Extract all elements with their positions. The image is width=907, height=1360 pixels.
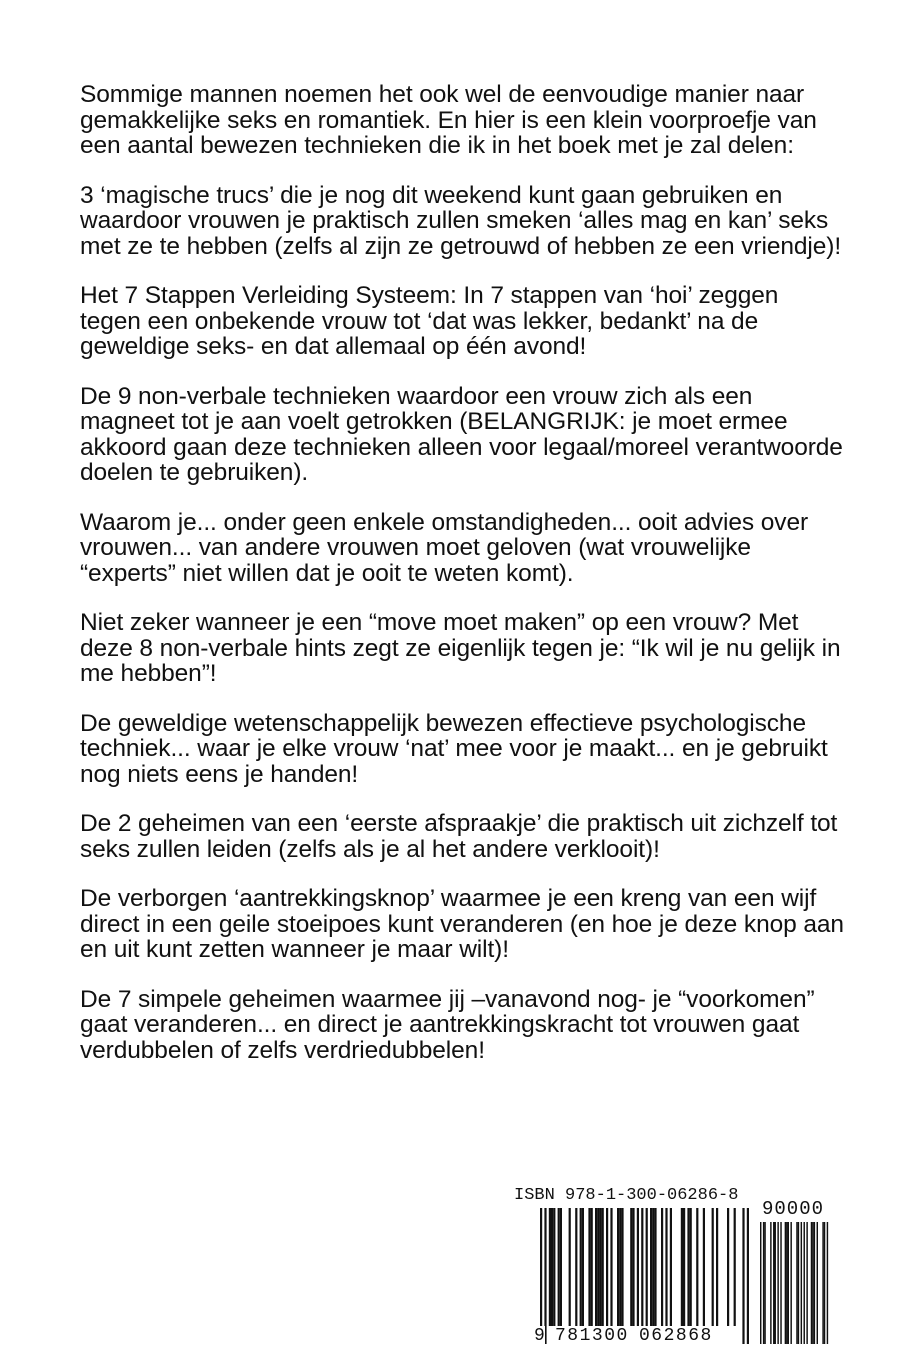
barcode-bar — [610, 1208, 612, 1326]
barcode-addon-bar — [822, 1222, 823, 1344]
barcode-addon-bar — [812, 1222, 813, 1344]
back-cover-text — [80, 82, 845, 1087]
barcode-bar — [619, 1208, 621, 1326]
barcode-addon-bar — [770, 1222, 771, 1344]
barcode-addon-bar — [773, 1222, 774, 1344]
barcode-addon-bar — [804, 1222, 805, 1344]
barcode-bar — [630, 1208, 632, 1326]
barcode-bar — [670, 1208, 672, 1326]
barcode-bar — [549, 1208, 551, 1326]
barcode-bar — [652, 1208, 654, 1326]
barcode-bar — [747, 1208, 749, 1344]
barcode-addon-bar — [788, 1222, 789, 1344]
bullet-paragraph: Niet zeker wanneer je een “move moet maken” op een vrouw? Met deze 8 non-verbale hints zegt ze eigenlijk tegen je: “Ik wil je nu gelijk in me hebben”! — [80, 609, 841, 687]
barcode-bar — [595, 1208, 597, 1326]
barcode-bar — [551, 1208, 553, 1326]
barcode-bar — [703, 1208, 705, 1326]
barcode-bar — [560, 1208, 562, 1326]
barcode-bar — [558, 1208, 560, 1326]
bullet-paragraph: De verborgen ‘aantrekkingsknop’ waarmee je een kreng van een wijf direct in een geile stoeipoes kunt veranderen (en hoe je deze knop aan en uit kunt zetten wanneer je maar wilt)! — [80, 885, 844, 963]
intro-paragraph: Sommige mannen noemen het ook wel de eenvoudige manier naar gemakkelijke seks en romantiek. En hier is een klein voorproefje van een aantal bewezen technieken die ik in het boek met je zal delen: — [80, 81, 817, 159]
barcode-bar — [661, 1208, 663, 1326]
bullet-paragraph: 3 ‘magische trucs’ die je nog dit weekend kunt gaan gebruiken en waardoor vrouwen je praktisch zullen smeken ‘alles mag en kan’ seks met ze te hebben (zelfs al zijn ze getrouwd of hebben ze een vriendje)! — [80, 181, 842, 260]
barcode-addon-bar — [785, 1222, 786, 1344]
barcode-bar — [716, 1208, 718, 1326]
barcode-bar — [646, 1208, 648, 1344]
barcode-addon-bar — [811, 1222, 812, 1344]
barcode-addon-bar — [775, 1222, 776, 1344]
bullet-paragraph: De 9 non-verbale technieken waardoor een vrouw zich als een magneet tot je aan voelt getrokken (BELANGRIJK: je moet ermee akkoord gaan deze technieken alleen voor legaal/moreel verantwoorde doelen te gebruiken). — [80, 382, 843, 486]
barcode-addon-digits: 90000 — [762, 1198, 825, 1220]
barcode-addon-bar — [786, 1222, 787, 1344]
barcode-bar — [569, 1208, 571, 1326]
barcode-addon-bar — [814, 1222, 815, 1344]
barcode-addon-bar — [801, 1222, 802, 1344]
bullet-paragraph: Waarom je... onder geen enkele omstandigheden... ooit advies over vrouwen... van andere vrouwen moet geloven (wat vrouwelijke “experts” niet willen dat je ooit te weten komt). — [80, 508, 809, 587]
barcode-bar — [683, 1208, 685, 1326]
barcode-addon-bar — [760, 1222, 761, 1344]
barcode-addon-bar — [777, 1222, 778, 1344]
barcode-bar — [712, 1208, 714, 1326]
barcode-addon-bar — [827, 1222, 828, 1344]
barcode-bar — [553, 1208, 555, 1326]
barcode-right-digits: 062868 — [639, 1326, 713, 1346]
barcode-bar — [665, 1208, 667, 1326]
barcode-bar — [597, 1208, 599, 1326]
barcode-bar — [690, 1208, 692, 1326]
bullet-paragraph: De 2 geheimen van een ‘eerste afspraakje’ die praktisch uit zichzelf tot seks zullen leiden (zelfs als je al het andere verklooit)! — [80, 810, 838, 863]
barcode-bar — [602, 1208, 604, 1326]
barcode-bar — [582, 1208, 584, 1326]
barcode-lead-digit: 9 — [534, 1326, 545, 1346]
barcode-bar — [654, 1208, 656, 1326]
barcode-bar — [687, 1208, 689, 1326]
barcode-left-digits: 781300 — [555, 1326, 629, 1346]
barcode-addon-bar — [798, 1222, 799, 1344]
barcode-bar — [575, 1208, 577, 1326]
barcode-addon-bar — [763, 1222, 764, 1344]
barcode-addon-bar — [790, 1222, 791, 1344]
barcode-bar — [544, 1208, 546, 1344]
barcode-bar — [734, 1208, 736, 1326]
barcode-addon-bar — [806, 1222, 807, 1344]
isbn-label: ISBN 978-1-300-06286-8 — [514, 1186, 739, 1205]
barcode-bar — [696, 1208, 698, 1326]
barcode-addon-bar — [780, 1222, 781, 1344]
barcode-bar — [606, 1208, 608, 1326]
barcode-addon-bar — [824, 1222, 825, 1344]
barcode-bar — [632, 1208, 634, 1326]
barcode-addon-bar — [764, 1222, 765, 1344]
bullet-paragraph: De geweldige wetenschappelijk bewezen effectieve psychologische techniek... waar je elke vrouw ‘nat’ mee voor je maakt... en je gebruikt nog niets eens je handen! — [80, 709, 828, 788]
barcode-addon-bar — [796, 1222, 797, 1344]
bullet-paragraph: De 7 simpele geheimen waarmee jij –vanavond nog- je “voorkomen” gaat veranderen... en direct je aantrekkingskracht tot vrouwen gaat verdubbelen of zelfs verdriedubbelen! — [80, 985, 815, 1064]
barcode-bar — [621, 1208, 623, 1326]
barcode-bar — [540, 1208, 542, 1344]
barcode-bar — [681, 1208, 683, 1326]
barcode-bar — [641, 1208, 643, 1344]
isbn-barcode — [514, 1186, 834, 1346]
bullet-paragraph: Het 7 Stappen Verleiding Systeem: In 7 stappen van ‘hoi’ zeggen tegen een onbekende vrouw tot ‘dat was lekker, bedankt’ na de geweldige seks- en dat allemaal op één avond! — [80, 282, 779, 360]
barcode-bar — [591, 1208, 593, 1326]
barcode-bar — [580, 1208, 582, 1326]
barcode-bar — [588, 1208, 590, 1326]
barcode-bar — [599, 1208, 601, 1326]
barcode-bar — [742, 1208, 744, 1344]
barcode-addon-bar — [817, 1222, 818, 1344]
barcode-bar — [617, 1208, 619, 1326]
barcode-bar — [650, 1208, 652, 1326]
barcode-bar — [727, 1208, 729, 1326]
barcode-bar — [637, 1208, 639, 1326]
